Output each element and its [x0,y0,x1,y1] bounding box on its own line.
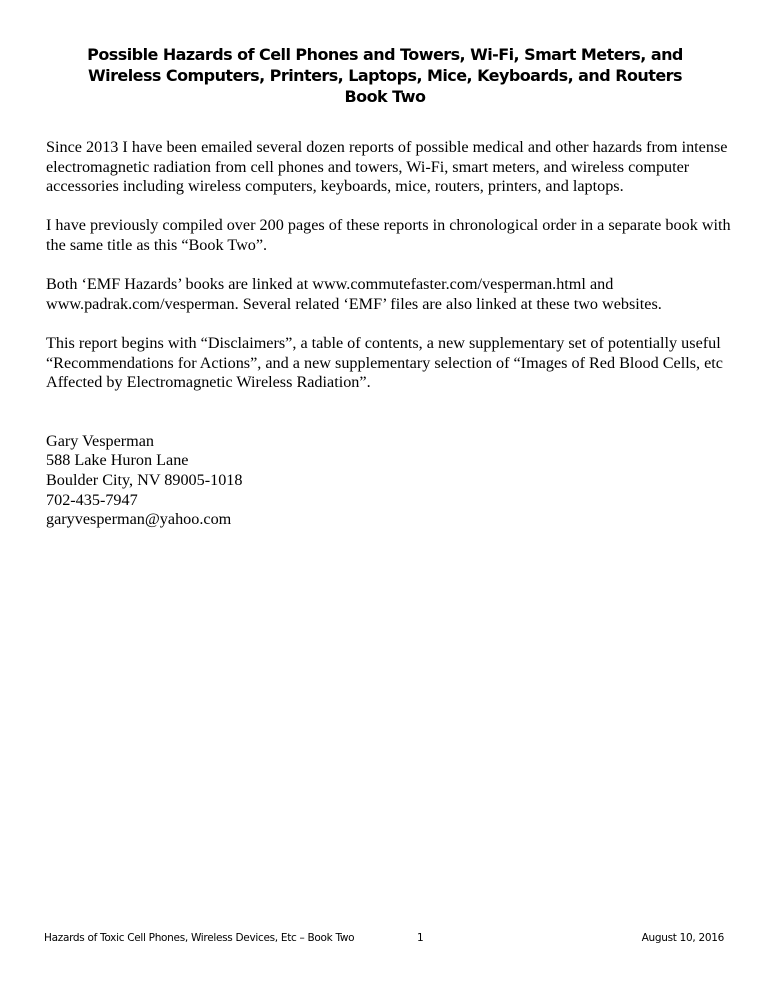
contact-phone: 702-435-7947 [46,490,138,509]
document-title [40,44,730,107]
paragraph-links: Both ‘EMF Hazards’ books are linked at www.commutefaster.com/vesperman.html and www.padrak.com/vesperman. Several related ‘EMF’ files are also linked at these two websites. [46,275,662,313]
footer-date: August 10, 2016 [641,932,724,944]
paragraph-contents: This report begins with “Disclaimers”, a table of contents, a new supplementary set of potentially useful “Recommendations for Actions”, and a new supplementary selection of “Images of Red Blood Cells, etc Affected by Electromagnetic Wireless Radiation”. [46,333,723,392]
title-line-2: Wireless Computers, Printers, Laptops, Mice, Keyboards, and Routers [88,66,682,85]
title-line-1: Possible Hazards of Cell Phones and Towers, Wi-Fi, Smart Meters, and [87,45,683,64]
contact-street: 588 Lake Huron Lane [46,451,189,470]
paragraph-intro: Since 2013 I have been emailed several dozen reports of possible medical and other hazards from intense electromagnetic radiation from cell phones and towers, Wi-Fi, smart meters, and wireless computer accessories including wireless computers, keyboards, mice, routers, printers, and laptops. [46,138,728,196]
title-line-3: Book Two [344,87,426,106]
paragraph-compilation: I have previously compiled over 200 pages of these reports in chronological order in a separate book with the same title as this “Book Two”. [46,216,731,254]
contact-city: Boulder City, NV 89005-1018 [46,470,243,489]
contact-name: Gary Vesperman [46,431,155,450]
contact-block [46,432,736,530]
footer-title: Hazards of Toxic Cell Phones, Wireless Devices, Etc – Book Two [44,932,355,944]
page-number: 1 [417,932,424,944]
contact-email: garyvesperman@yahoo.com [46,510,232,529]
document-body [46,138,736,530]
